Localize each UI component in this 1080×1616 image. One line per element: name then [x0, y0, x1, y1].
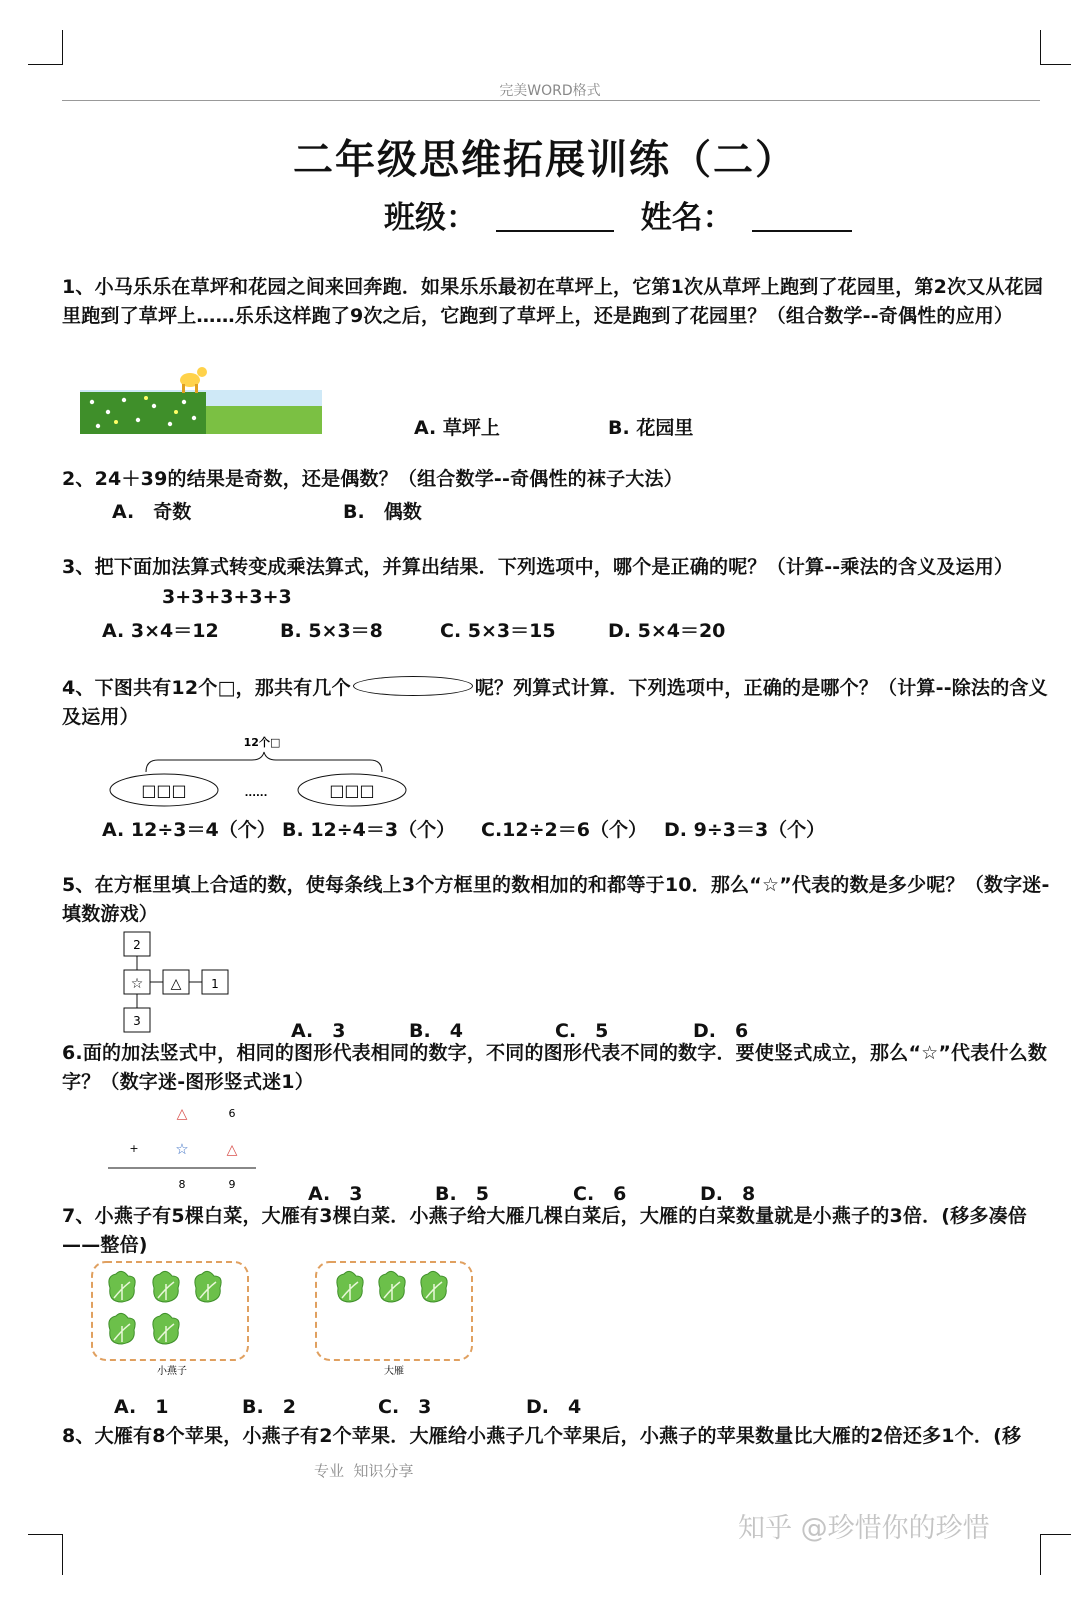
question-2-option-a[interactable]: A. 奇数 [112, 501, 192, 523]
question-5-text: 5、在方框里填上合适的数，使每条线上3个方框里的数相加的和都等于10．那么“☆”代表的数是多少呢？（数字迷-填数游戏） [62, 874, 1050, 925]
question-3-option-d[interactable]: D. 5×4＝20 [608, 620, 726, 642]
question-4-figure [100, 734, 420, 814]
student-info-line [384, 192, 852, 237]
question-6-row3-col1: 8 [178, 1178, 186, 1191]
question-6-option-b[interactable]: B. 5 [435, 1183, 489, 1205]
question-6-row2-col2: △ [226, 1142, 238, 1158]
question-2-text: 2、24＋39的结果是奇数，还是偶数？（组合数学--奇偶性的袜子大法） [62, 468, 683, 490]
question-5-box-center: ☆ [130, 976, 144, 992]
question-4-text [62, 674, 1052, 732]
page-title: 二年级思维拓展训练（二） [293, 137, 797, 183]
question-5-box-right: 1 [211, 977, 219, 991]
crop-mark-top-right [1040, 30, 1071, 65]
name-label: 姓名： [640, 200, 734, 236]
footer-text: 专业 知识分享 [314, 1462, 414, 1480]
question-5-box-bottom: 3 [133, 1014, 141, 1028]
question-6-row2-col1: ☆ [175, 1140, 189, 1158]
question-6-text: 6.面的加法竖式中，相同的图形代表相同的数字，不同的图形代表不同的数字．要使竖式成立，那么“☆”代表什么数字？（数字迷-图形竖式迷1） [62, 1042, 1048, 1093]
question-7-option-b[interactable]: B. 2 [242, 1396, 296, 1418]
oval-icon [353, 676, 473, 696]
question-6-option-a[interactable]: A. 3 [308, 1183, 363, 1205]
question-7-option-c[interactable]: C. 3 [378, 1396, 432, 1418]
question-7-option-a[interactable]: A. 1 [114, 1396, 169, 1418]
question-7-left-label: 小燕子 [157, 1366, 187, 1377]
question-3-text: 3、把下面加法算式转变成乘法算式，并算出结果．下列选项中，哪个是正确的呢？（计算--乘法的含义及运用） [62, 556, 1014, 578]
question-6-option-d[interactable]: D. 8 [700, 1183, 756, 1205]
question-4-option-a[interactable]: A. 12÷3＝4（个） [102, 819, 276, 841]
question-4-figure-top-label: 12个□ [243, 736, 281, 749]
name-blank[interactable] [752, 230, 852, 232]
question-5-option-c[interactable]: C. 5 [555, 1020, 609, 1042]
question-8-text: 8、大雁有8个苹果，小燕子有2个苹果．大雁给小燕子几个苹果后，小燕子的苹果数量比大雁的2倍还多1个．(移 [62, 1425, 1022, 1447]
question-1-option-a[interactable]: A. 草坪上 [414, 417, 500, 439]
question-5-option-a[interactable]: A. 3 [291, 1020, 346, 1042]
question-4-figure-dots: ...... [244, 788, 268, 799]
watermark: 知乎 @珍惜你的珍惜 [738, 1513, 990, 1544]
crop-mark-bottom-left [28, 1534, 63, 1575]
question-7-text: 7、小燕子有5棵白菜，大雁有3棵白菜．小燕子给大雁几棵白菜后，大雁的白菜数量就是小燕子的3倍．(移多凑倍——整倍) [62, 1205, 1027, 1256]
class-blank[interactable] [496, 230, 614, 232]
question-4-text-b: 呢？列算式计算．下列选项中，正确的是哪个？（计算--除法的含义及运用） [62, 677, 1048, 728]
lawn-garden-picture [80, 362, 322, 434]
question-7-option-d[interactable]: D. 4 [526, 1396, 582, 1418]
crop-mark-top-left [28, 30, 63, 65]
question-6-row1-col2: 6 [228, 1107, 236, 1120]
question-6-row3-col2: 9 [228, 1178, 236, 1191]
question-5-box-top: 2 [133, 938, 141, 952]
question-3-expression: 3+3+3+3+3 [162, 586, 292, 608]
question-5-box-middle: △ [170, 976, 182, 992]
question-4-text-a: 4、下图共有12个□，那共有几个 [62, 677, 351, 699]
header-label: 完美WORD格式 [499, 83, 601, 99]
question-2-option-b[interactable]: B. 偶数 [343, 501, 422, 523]
question-1-text: 1、小马乐乐在草坪和花园之间来回奔跑．如果乐乐最初在草坪上，它第1次从草坪上跑到了花园里，第2次又从花园里跑到了草坪上……乐乐这样跑了9次之后，它跑到了草坪上，还是跑到了花园里？（组合数学--奇偶性的应用） [62, 276, 1044, 327]
question-6-figure [106, 1098, 266, 1194]
question-4-option-d[interactable]: D. 9÷3＝3（个） [664, 819, 826, 841]
question-7-figure [88, 1258, 478, 1380]
question-3-option-a[interactable]: A. 3×4＝12 [102, 620, 219, 642]
question-7-right-label: 大雁 [384, 1366, 404, 1377]
question-3-option-c[interactable]: C. 5×3＝15 [440, 620, 556, 642]
question-6-row1-col1: △ [176, 1106, 188, 1122]
question-3-option-b[interactable]: B. 5×3＝8 [280, 620, 383, 642]
question-4-option-c[interactable]: C.12÷2＝6（个） [481, 819, 647, 841]
question-4-option-b[interactable]: B. 12÷4＝3（个） [282, 819, 456, 841]
question-4-figure-group-right: □□□ [329, 781, 375, 800]
header-rule [62, 100, 1040, 101]
question-4-figure-group-left: □□□ [141, 781, 187, 800]
class-label: 班级： [384, 200, 477, 236]
question-5-option-d[interactable]: D. 6 [693, 1020, 749, 1042]
question-6-plus: + [129, 1142, 139, 1155]
question-5-figure [118, 930, 238, 1034]
question-6-option-c[interactable]: C. 6 [573, 1183, 627, 1205]
question-1-option-b[interactable]: B. 花园里 [608, 417, 694, 439]
question-5-option-b[interactable]: B. 4 [409, 1020, 463, 1042]
crop-mark-bottom-right [1040, 1534, 1071, 1575]
